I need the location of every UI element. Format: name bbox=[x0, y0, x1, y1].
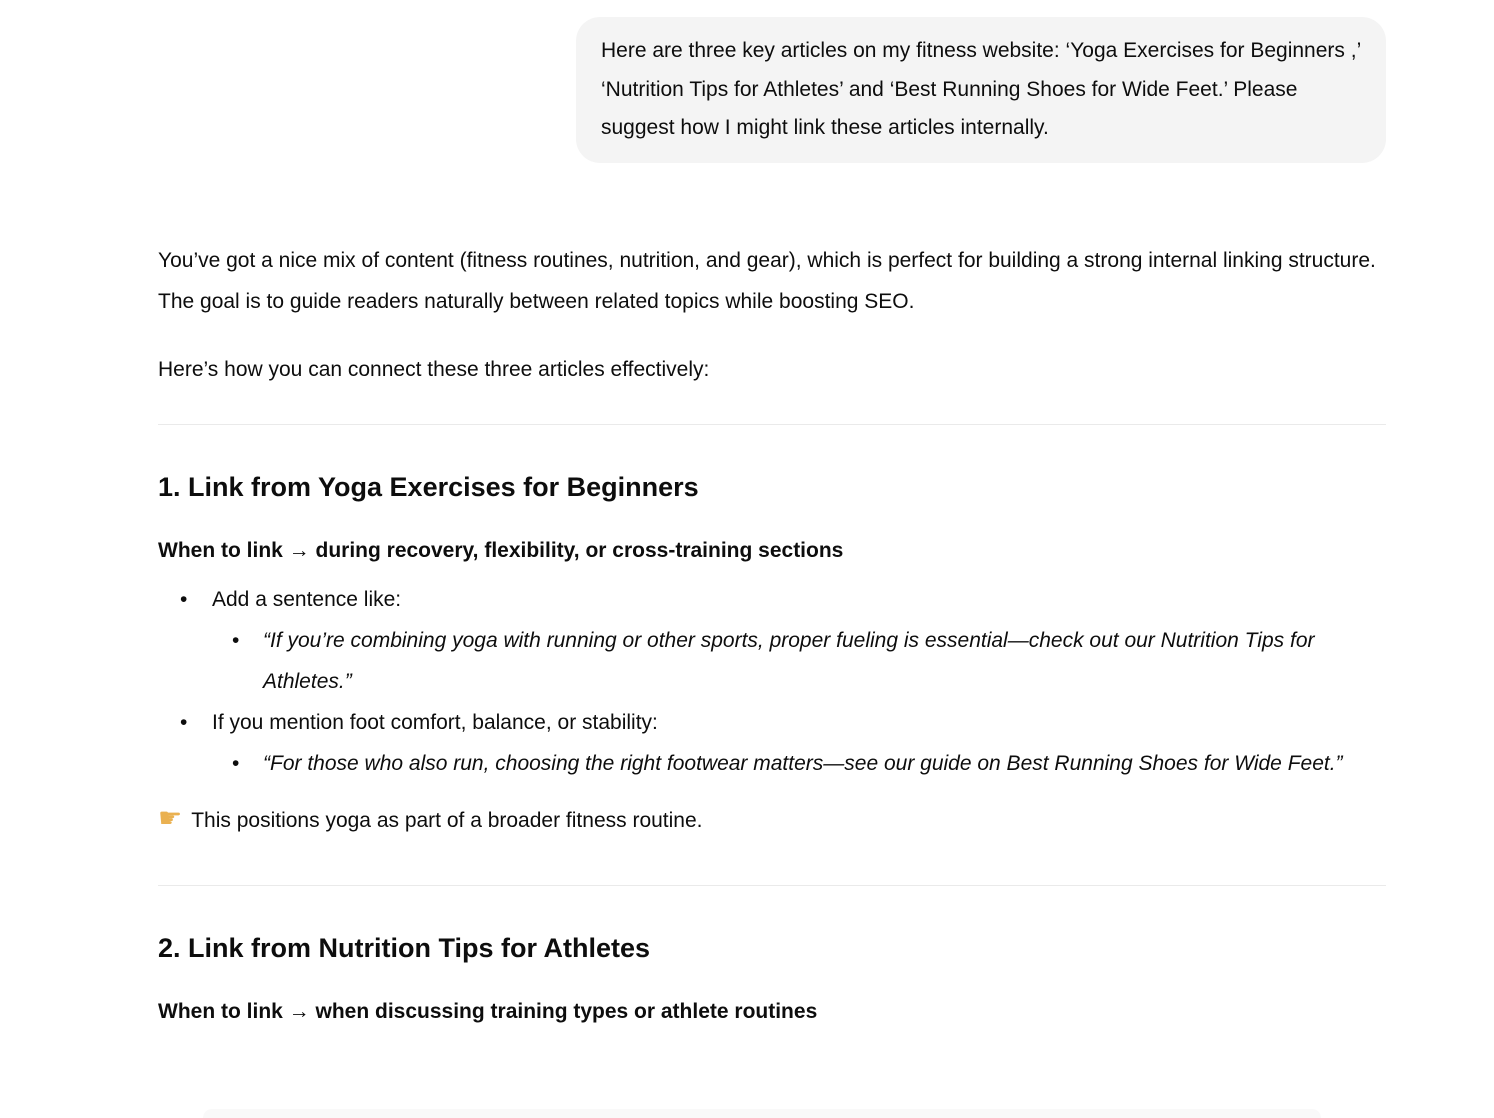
list-item-text: Add a sentence like: bbox=[212, 587, 402, 611]
section-1-note bbox=[158, 798, 1386, 841]
section-2-heading: 2. Link from Nutrition Tips for Athletes bbox=[158, 932, 651, 963]
sub-list bbox=[212, 743, 1386, 784]
list-item bbox=[158, 579, 1386, 702]
section-2-when-to-link: When to link → when discussing training types or athlete routines bbox=[158, 999, 818, 1023]
assistant-message bbox=[158, 240, 1386, 1032]
section-1-note-text: This positions yoga as part of a broader fitness routine. bbox=[191, 808, 703, 832]
section-1-heading: 1. Link from Yoga Exercises for Beginners bbox=[158, 471, 699, 502]
user-message-row bbox=[158, 17, 1386, 163]
user-message-bubble[interactable] bbox=[576, 17, 1386, 163]
conversation-column bbox=[158, 0, 1386, 1032]
assistant-lead-in-paragraph: Here’s how you can connect these three articles effectively: bbox=[158, 357, 710, 381]
list-item bbox=[158, 702, 1386, 784]
list-item-quote: • “For those who also run, choosing the right footwear matters—see our guide on Best Running Shoes for Wide Feet.” bbox=[212, 743, 1386, 784]
user-message-text: Here are three key articles on my fitness website: ‘Yoga Exercises for Beginners ,’ ‘Nutrition Tips for Athletes’ and ‘Best Running Shoes for Wide Feet.’ Please suggest how I might link these articles internally. bbox=[601, 39, 1361, 139]
pointing-right-icon: ☛ bbox=[158, 802, 183, 833]
list-item-quote: • “If you’re combining yoga with running or other sports, proper fueling is essential—check out our Nutrition Tips for Athletes.” bbox=[212, 620, 1386, 702]
list-item-text: If you mention foot comfort, balance, or stability: bbox=[212, 710, 658, 734]
section-1-bullet-list bbox=[158, 579, 1386, 784]
section-divider bbox=[158, 885, 1386, 886]
sub-list bbox=[212, 620, 1386, 702]
assistant-intro-paragraph: You’ve got a nice mix of content (fitness routines, nutrition, and gear), which is perfect for building a strong internal linking structure. The goal is to guide readers naturally between related topics while boosting SEO. bbox=[158, 248, 1376, 313]
section-divider bbox=[158, 424, 1386, 425]
section-1-when-to-link: When to link → during recovery, flexibility, or cross-training sections bbox=[158, 538, 844, 562]
partial-cutoff-element bbox=[203, 1109, 1321, 1118]
